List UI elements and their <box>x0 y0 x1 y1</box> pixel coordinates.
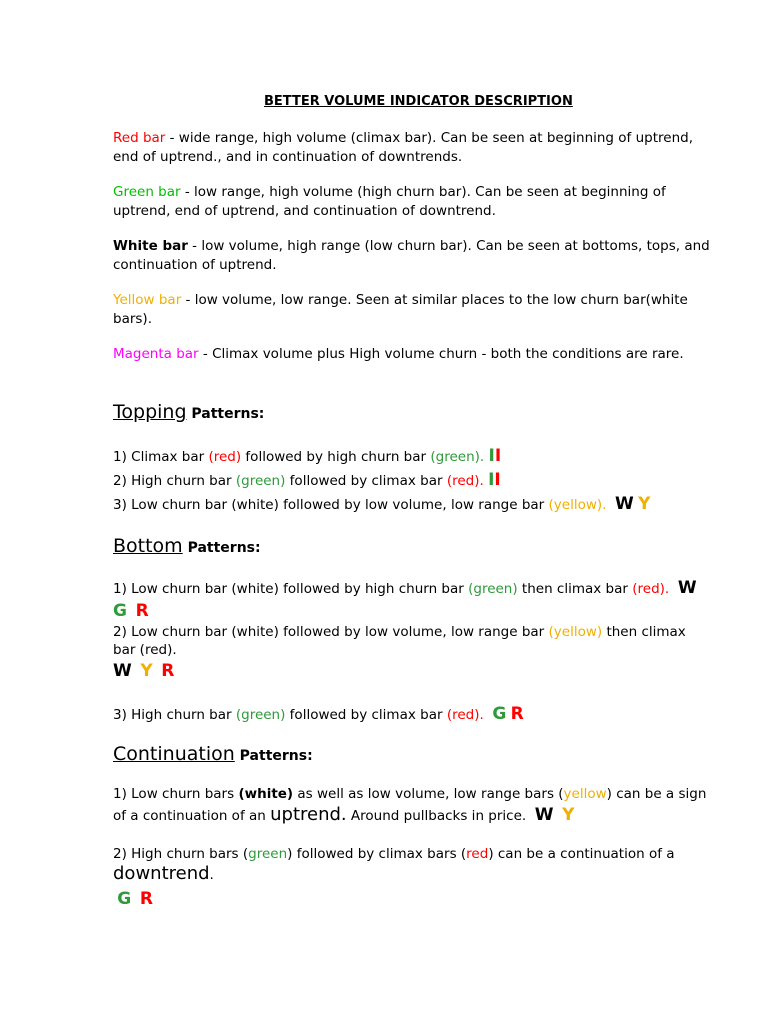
topping-pattern-1: 1) Climax bar (red) followed by high churn bar (green). II <box>113 446 502 466</box>
yellow-bar-description: - low volume, low range. Seen at similar places to the low churn bar(white bars). <box>113 292 688 327</box>
bottom-pattern-1: 1) Low churn bar (white) followed by high churn bar (green) then climax bar (red). W <box>113 578 697 598</box>
green-bar-definition <box>113 183 713 221</box>
continuation-pattern-1: 1) Low churn bars (white) as well as low volume, low range bars (yellow) can be a sign <box>113 786 707 802</box>
topping-pattern-3: 3) Low churn bar (white) followed by low volume, low range bar (yellow). W Y <box>113 494 651 514</box>
red-bar-definition <box>113 129 713 167</box>
continuation-pattern-2-tags: G R <box>117 889 153 909</box>
magenta-bar-term: Magenta bar <box>113 346 199 362</box>
bottom-pattern-2: 2) Low churn bar (white) followed by low volume, low range bar (yellow) then climax <box>113 624 686 640</box>
topping-heading: Topping Patterns: <box>113 401 265 423</box>
bottom-pattern-2-tags: W Y R <box>113 661 175 681</box>
green-bar-description: - low range, high volume (high churn bar). Can be seen at beginning of uptrend, end of uptrend, and continuation of downtrend. <box>113 184 666 219</box>
continuation-pattern-1-cont: of a continuation of an uptrend. Around pullbacks in price. W Y <box>113 804 575 825</box>
bottom-pattern-3: 3) High churn bar (green) followed by climax bar (red). G R <box>113 704 524 724</box>
yellow-bar-definition <box>113 291 713 329</box>
green-bar-term: Green bar <box>113 184 181 200</box>
document-title: BETTER VOLUME INDICATOR DESCRIPTION <box>264 94 573 109</box>
white-bar-definition <box>113 237 713 275</box>
magenta-bar-definition <box>113 345 713 364</box>
bottom-pattern-1-tags: G R <box>113 601 149 621</box>
bottom-heading: Bottom Patterns: <box>113 535 261 557</box>
red-bar-term: Red bar <box>113 130 166 146</box>
continuation-pattern-2: 2) High churn bars (green) followed by climax bars (red) can be a continuation of a <box>113 846 675 862</box>
white-bar-term: White bar <box>113 238 188 254</box>
magenta-bar-description: - Climax volume plus High volume churn - both the conditions are rare. <box>198 346 684 362</box>
continuation-heading: Continuation Patterns: <box>113 743 313 765</box>
white-bar-description: - low volume, high range (low churn bar). Can be seen at bottoms, tops, and continuation of uptrend. <box>113 238 710 273</box>
yellow-bar-term: Yellow bar <box>113 292 182 308</box>
continuation-pattern-2-cont: downtrend. <box>113 863 214 884</box>
bottom-pattern-2-cont: bar (red). <box>113 642 177 658</box>
topping-pattern-2: 2) High churn bar (green) followed by climax bar (red). II <box>113 470 501 490</box>
red-bar-description: - wide range, high volume (climax bar). Can be seen at beginning of uptrend, end of uptrend., and in continuation of downtrends. <box>113 130 693 165</box>
